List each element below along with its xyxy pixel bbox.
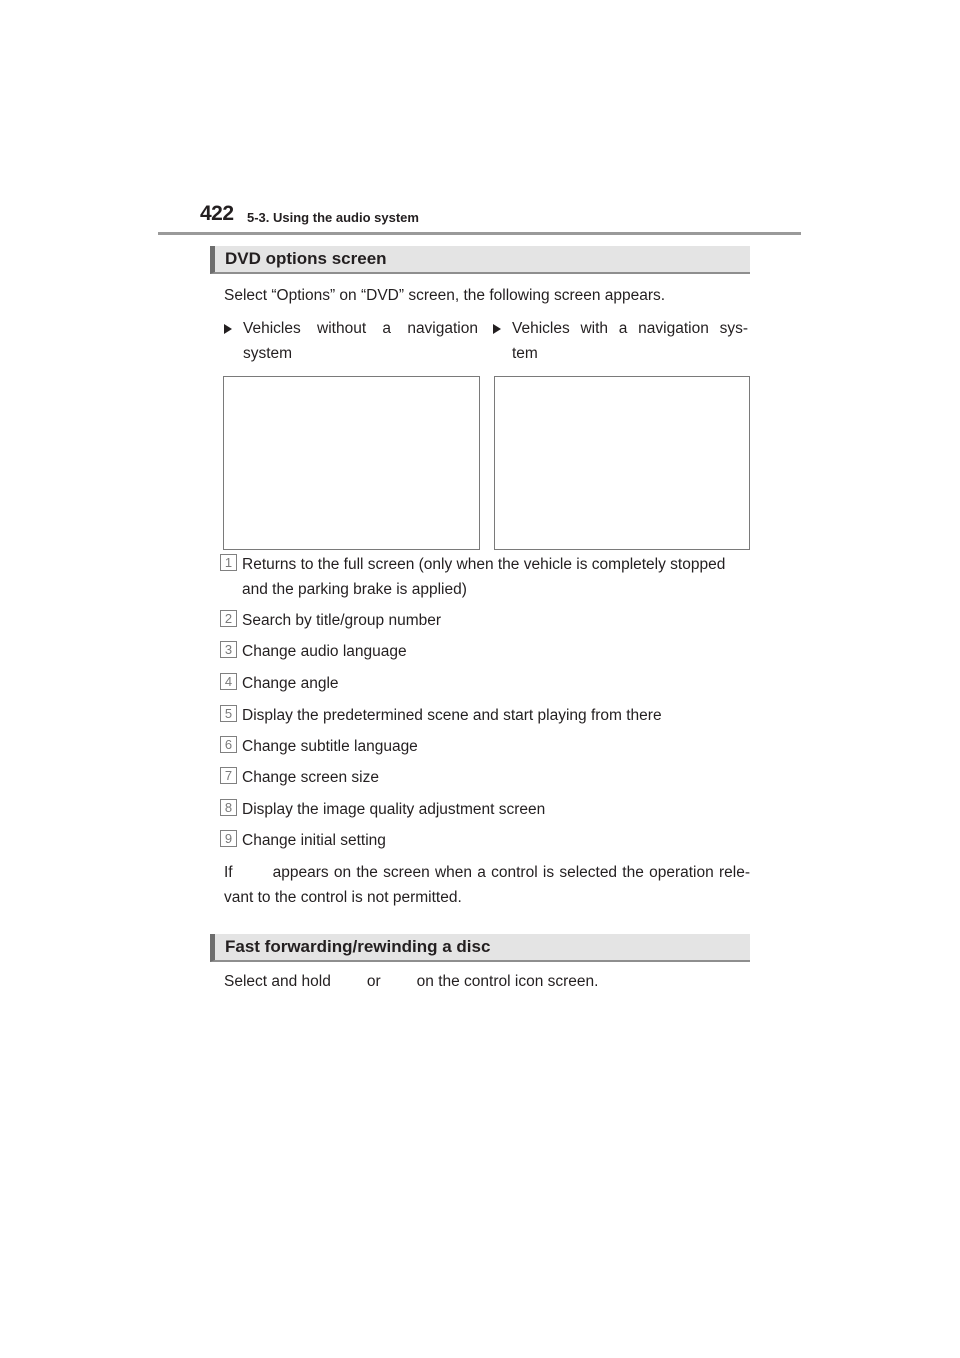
item-text: Change angle: [242, 675, 339, 692]
section-heading-text: Fast forwarding/rewinding a disc: [225, 937, 491, 956]
item-number-badge: 5: [220, 705, 237, 722]
note-text-end: appears on the screen when a control is selected the operation rele-vant to the control is not permitted.: [224, 864, 750, 906]
item-number-badge: 7: [220, 767, 237, 784]
section-path: 5-3. Using the audio system: [247, 210, 419, 225]
ff-text-end: on the control icon screen.: [416, 973, 599, 990]
fast-forward-text: [224, 969, 750, 994]
list-item: [220, 703, 750, 729]
section-heading-text: DVD options screen: [225, 249, 387, 268]
item-text: Change screen size: [242, 769, 379, 786]
item-text: Display the predetermined scene and start playing from there: [242, 707, 662, 724]
triangle-bullet-icon: [493, 324, 501, 334]
variant-label: Vehicles with a navigation sys-tem: [512, 320, 748, 362]
list-item: [220, 671, 750, 697]
list-item: [220, 552, 750, 604]
section-heading-dvd-options: [210, 246, 750, 274]
item-text: Change initial setting: [242, 832, 386, 849]
item-number-badge: 2: [220, 610, 237, 627]
intro-text: Select “Options” on “DVD” screen, the following screen appears.: [224, 287, 666, 304]
rewind-icon: [331, 972, 367, 986]
ff-text-or: or: [366, 973, 381, 990]
item-text: Returns to the full screen (only when the vehicle is completely stopped and the parking brake is applied): [242, 556, 726, 598]
note-text-start: If: [224, 864, 233, 881]
variant-with-navigation: [493, 316, 749, 368]
screen-image-with-navigation: [494, 376, 750, 550]
page-number: 422: [200, 202, 234, 225]
list-item: [220, 828, 750, 854]
list-item: [220, 765, 750, 791]
item-number-badge: 4: [220, 673, 237, 690]
item-text: Change audio language: [242, 643, 407, 660]
item-number-badge: 1: [220, 554, 237, 571]
list-item: [220, 608, 750, 634]
item-number-badge: 3: [220, 641, 237, 658]
item-text: Display the image quality adjustment screen: [242, 801, 546, 818]
prohibited-icon: [233, 863, 273, 877]
list-item: [220, 797, 750, 823]
list-item: [220, 639, 750, 665]
list-item: [220, 734, 750, 760]
item-number-badge: 8: [220, 799, 237, 816]
variant-label: Vehicles without a navigation system: [243, 320, 478, 362]
item-number-badge: 9: [220, 830, 237, 847]
fast-forward-icon: [381, 972, 417, 986]
item-text: Change subtitle language: [242, 738, 418, 755]
section-heading-fast-forward: [210, 934, 750, 962]
header-rule: [158, 232, 801, 235]
variant-without-navigation: [224, 316, 478, 368]
note-text: [224, 860, 750, 910]
item-number-badge: 6: [220, 736, 237, 753]
screen-image-without-navigation: [223, 376, 480, 550]
item-text: Search by title/group number: [242, 612, 442, 629]
ff-text-start: Select and hold: [224, 973, 331, 990]
triangle-bullet-icon: [224, 324, 232, 334]
